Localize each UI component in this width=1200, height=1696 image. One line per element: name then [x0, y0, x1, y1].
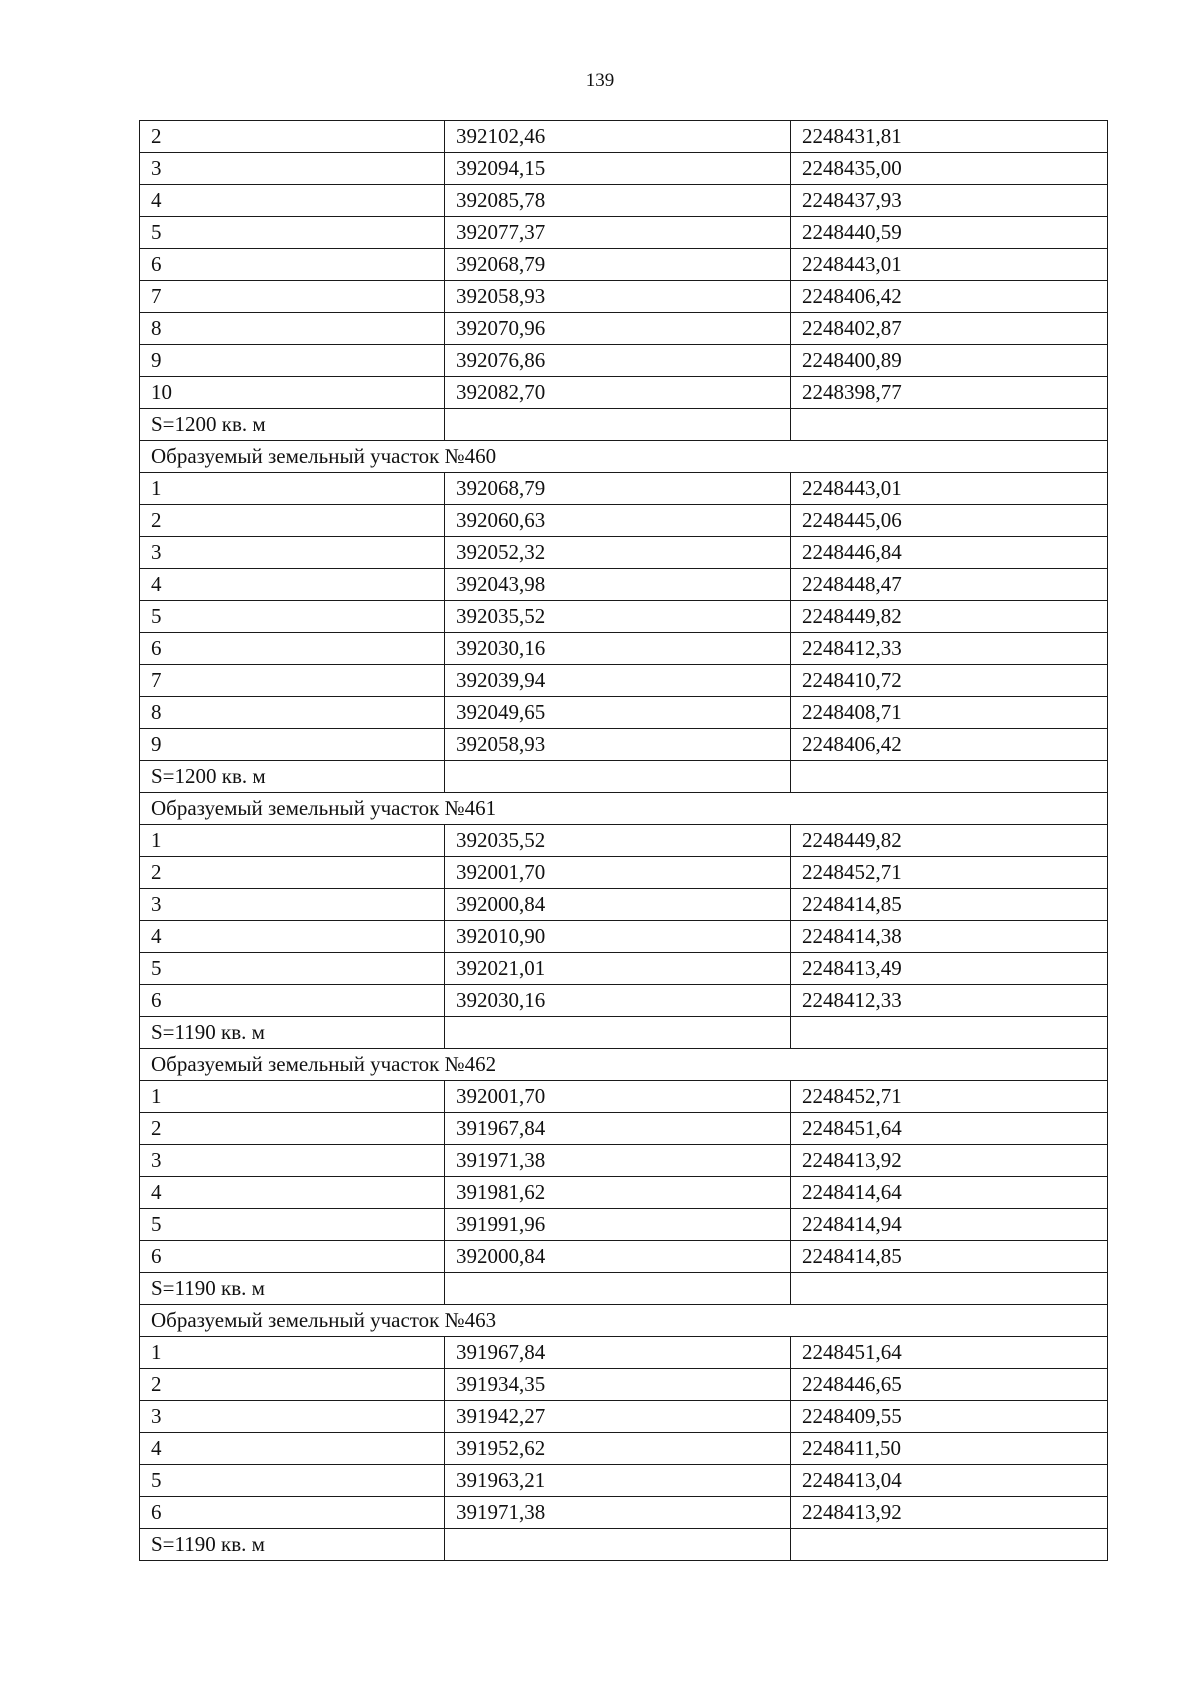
x-coordinate-cell: 392102,46: [445, 121, 791, 153]
y-coordinate-cell: 2248445,06: [791, 505, 1108, 537]
point-number-cell: 6: [140, 1497, 445, 1529]
coordinates-table: [139, 120, 1108, 1561]
point-number-cell: 4: [140, 1433, 445, 1465]
point-number-cell: 6: [140, 1241, 445, 1273]
x-coordinate-cell: 392001,70: [445, 1081, 791, 1113]
x-coordinate-cell: 391934,35: [445, 1369, 791, 1401]
area-row: [140, 409, 1108, 441]
point-row: [140, 281, 1108, 313]
x-coordinate-cell: 392021,01: [445, 953, 791, 985]
point-row: [140, 153, 1108, 185]
point-number-cell: 10: [140, 377, 445, 409]
point-row: [140, 505, 1108, 537]
area-cell: S=1200 кв. м: [140, 409, 445, 441]
empty-cell: [791, 1017, 1108, 1049]
y-coordinate-cell: 2248446,84: [791, 537, 1108, 569]
empty-cell: [791, 1273, 1108, 1305]
point-row: [140, 1241, 1108, 1273]
empty-cell: [791, 409, 1108, 441]
y-coordinate-cell: 2248452,71: [791, 1081, 1108, 1113]
y-coordinate-cell: 2248449,82: [791, 601, 1108, 633]
x-coordinate-cell: 392076,86: [445, 345, 791, 377]
x-coordinate-cell: 392070,96: [445, 313, 791, 345]
y-coordinate-cell: 2248449,82: [791, 825, 1108, 857]
point-number-cell: 5: [140, 1209, 445, 1241]
x-coordinate-cell: 392058,93: [445, 729, 791, 761]
area-cell: S=1200 кв. м: [140, 761, 445, 793]
x-coordinate-cell: 392068,79: [445, 249, 791, 281]
point-row: [140, 601, 1108, 633]
x-coordinate-cell: 392035,52: [445, 601, 791, 633]
x-coordinate-cell: 392094,15: [445, 153, 791, 185]
x-coordinate-cell: 392049,65: [445, 697, 791, 729]
point-number-cell: 3: [140, 153, 445, 185]
y-coordinate-cell: 2248413,92: [791, 1145, 1108, 1177]
point-number-cell: 2: [140, 121, 445, 153]
point-number-cell: 6: [140, 249, 445, 281]
y-coordinate-cell: 2248409,55: [791, 1401, 1108, 1433]
point-number-cell: 7: [140, 281, 445, 313]
point-row: [140, 313, 1108, 345]
x-coordinate-cell: 391971,38: [445, 1497, 791, 1529]
y-coordinate-cell: 2248414,64: [791, 1177, 1108, 1209]
point-row: [140, 985, 1108, 1017]
page-number: 139: [585, 70, 615, 91]
y-coordinate-cell: 2248406,42: [791, 729, 1108, 761]
x-coordinate-cell: 392035,52: [445, 825, 791, 857]
x-coordinate-cell: 392010,90: [445, 921, 791, 953]
point-number-cell: 2: [140, 1369, 445, 1401]
x-coordinate-cell: 391971,38: [445, 1145, 791, 1177]
y-coordinate-cell: 2248414,38: [791, 921, 1108, 953]
point-row: [140, 889, 1108, 921]
y-coordinate-cell: 2248446,65: [791, 1369, 1108, 1401]
point-number-cell: 3: [140, 537, 445, 569]
point-number-cell: 6: [140, 985, 445, 1017]
y-coordinate-cell: 2248414,85: [791, 1241, 1108, 1273]
y-coordinate-cell: 2248412,33: [791, 985, 1108, 1017]
point-number-cell: 1: [140, 825, 445, 857]
area-cell: S=1190 кв. м: [140, 1529, 445, 1561]
plot-header-row: [140, 1305, 1108, 1337]
area-row: [140, 761, 1108, 793]
point-row: [140, 1433, 1108, 1465]
y-coordinate-cell: 2248451,64: [791, 1337, 1108, 1369]
point-row: [140, 665, 1108, 697]
plot-header-cell: Образуемый земельный участок №461: [140, 793, 1108, 825]
point-number-cell: 1: [140, 1081, 445, 1113]
point-number-cell: 1: [140, 473, 445, 505]
point-row: [140, 921, 1108, 953]
y-coordinate-cell: 2248443,01: [791, 473, 1108, 505]
plot-header-cell: Образуемый земельный участок №462: [140, 1049, 1108, 1081]
y-coordinate-cell: 2248411,50: [791, 1433, 1108, 1465]
y-coordinate-cell: 2248414,94: [791, 1209, 1108, 1241]
y-coordinate-cell: 2248452,71: [791, 857, 1108, 889]
point-row: [140, 1113, 1108, 1145]
empty-cell: [791, 761, 1108, 793]
plot-header-cell: Образуемый земельный участок №460: [140, 441, 1108, 473]
y-coordinate-cell: 2248398,77: [791, 377, 1108, 409]
empty-cell: [445, 1017, 791, 1049]
point-row: [140, 121, 1108, 153]
point-row: [140, 537, 1108, 569]
y-coordinate-cell: 2248402,87: [791, 313, 1108, 345]
point-row: [140, 377, 1108, 409]
x-coordinate-cell: 391981,62: [445, 1177, 791, 1209]
point-number-cell: 9: [140, 345, 445, 377]
x-coordinate-cell: 392052,32: [445, 537, 791, 569]
point-number-cell: 2: [140, 505, 445, 537]
point-row: [140, 1177, 1108, 1209]
y-coordinate-cell: 2248413,92: [791, 1497, 1108, 1529]
point-row: [140, 473, 1108, 505]
point-number-cell: 5: [140, 601, 445, 633]
point-row: [140, 857, 1108, 889]
x-coordinate-cell: 392058,93: [445, 281, 791, 313]
x-coordinate-cell: 392060,63: [445, 505, 791, 537]
x-coordinate-cell: 392000,84: [445, 1241, 791, 1273]
point-row: [140, 697, 1108, 729]
x-coordinate-cell: 392030,16: [445, 985, 791, 1017]
plot-header-cell: Образуемый земельный участок №463: [140, 1305, 1108, 1337]
x-coordinate-cell: 391952,62: [445, 1433, 791, 1465]
point-row: [140, 1337, 1108, 1369]
plot-header-row: [140, 1049, 1108, 1081]
x-coordinate-cell: 392030,16: [445, 633, 791, 665]
point-row: [140, 1497, 1108, 1529]
y-coordinate-cell: 2248408,71: [791, 697, 1108, 729]
point-row: [140, 345, 1108, 377]
point-number-cell: 5: [140, 1465, 445, 1497]
coordinates-table-body: [140, 121, 1108, 1561]
area-row: [140, 1273, 1108, 1305]
point-number-cell: 2: [140, 1113, 445, 1145]
point-number-cell: 8: [140, 697, 445, 729]
point-row: [140, 633, 1108, 665]
point-row: [140, 1465, 1108, 1497]
area-cell: S=1190 кв. м: [140, 1273, 445, 1305]
point-number-cell: 3: [140, 889, 445, 921]
x-coordinate-cell: 392085,78: [445, 185, 791, 217]
point-row: [140, 825, 1108, 857]
y-coordinate-cell: 2248410,72: [791, 665, 1108, 697]
empty-cell: [445, 1273, 791, 1305]
point-number-cell: 4: [140, 921, 445, 953]
y-coordinate-cell: 2248414,85: [791, 889, 1108, 921]
point-row: [140, 185, 1108, 217]
y-coordinate-cell: 2248412,33: [791, 633, 1108, 665]
point-row: [140, 729, 1108, 761]
point-row: [140, 953, 1108, 985]
empty-cell: [445, 1529, 791, 1561]
point-row: [140, 1401, 1108, 1433]
point-number-cell: 1: [140, 1337, 445, 1369]
point-row: [140, 1145, 1108, 1177]
point-number-cell: 8: [140, 313, 445, 345]
point-number-cell: 6: [140, 633, 445, 665]
y-coordinate-cell: 2248448,47: [791, 569, 1108, 601]
y-coordinate-cell: 2248451,64: [791, 1113, 1108, 1145]
y-coordinate-cell: 2248400,89: [791, 345, 1108, 377]
point-number-cell: 7: [140, 665, 445, 697]
area-row: [140, 1529, 1108, 1561]
x-coordinate-cell: 392000,84: [445, 889, 791, 921]
y-coordinate-cell: 2248413,49: [791, 953, 1108, 985]
point-number-cell: 4: [140, 1177, 445, 1209]
point-number-cell: 9: [140, 729, 445, 761]
x-coordinate-cell: 392077,37: [445, 217, 791, 249]
point-number-cell: 3: [140, 1145, 445, 1177]
point-row: [140, 1081, 1108, 1113]
y-coordinate-cell: 2248431,81: [791, 121, 1108, 153]
y-coordinate-cell: 2248443,01: [791, 249, 1108, 281]
x-coordinate-cell: 391967,84: [445, 1337, 791, 1369]
point-number-cell: 5: [140, 217, 445, 249]
y-coordinate-cell: 2248435,00: [791, 153, 1108, 185]
x-coordinate-cell: 392082,70: [445, 377, 791, 409]
y-coordinate-cell: 2248406,42: [791, 281, 1108, 313]
x-coordinate-cell: 391942,27: [445, 1401, 791, 1433]
area-row: [140, 1017, 1108, 1049]
x-coordinate-cell: 391963,21: [445, 1465, 791, 1497]
point-row: [140, 1209, 1108, 1241]
plot-header-row: [140, 441, 1108, 473]
x-coordinate-cell: 391967,84: [445, 1113, 791, 1145]
point-row: [140, 1369, 1108, 1401]
point-number-cell: 5: [140, 953, 445, 985]
point-number-cell: 3: [140, 1401, 445, 1433]
empty-cell: [791, 1529, 1108, 1561]
x-coordinate-cell: 391991,96: [445, 1209, 791, 1241]
x-coordinate-cell: 392001,70: [445, 857, 791, 889]
empty-cell: [445, 761, 791, 793]
plot-header-row: [140, 793, 1108, 825]
x-coordinate-cell: 392068,79: [445, 473, 791, 505]
point-row: [140, 569, 1108, 601]
y-coordinate-cell: 2248440,59: [791, 217, 1108, 249]
point-row: [140, 249, 1108, 281]
y-coordinate-cell: 2248413,04: [791, 1465, 1108, 1497]
empty-cell: [445, 409, 791, 441]
y-coordinate-cell: 2248437,93: [791, 185, 1108, 217]
point-row: [140, 217, 1108, 249]
x-coordinate-cell: 392043,98: [445, 569, 791, 601]
area-cell: S=1190 кв. м: [140, 1017, 445, 1049]
point-number-cell: 2: [140, 857, 445, 889]
x-coordinate-cell: 392039,94: [445, 665, 791, 697]
point-number-cell: 4: [140, 569, 445, 601]
point-number-cell: 4: [140, 185, 445, 217]
